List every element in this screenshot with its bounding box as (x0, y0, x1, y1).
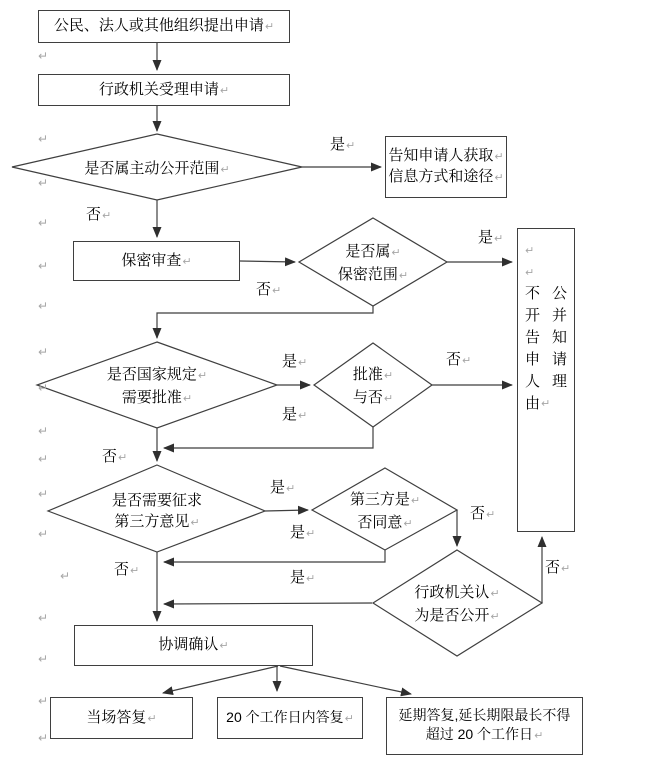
label-proactive-no: 否↵ (86, 206, 112, 223)
node-accept-label: 行政机关受理申请↵ (98, 80, 230, 98)
return-mark: ↵ (494, 151, 504, 163)
return-mark: ↵ (494, 233, 504, 245)
return-mark: ↵ (190, 517, 200, 529)
node-onspot-label: 当场答复↵ (86, 708, 157, 726)
return-mark: ↵ (118, 452, 128, 464)
paragraph-mark: ↵ (38, 731, 49, 745)
node-delay-line2: 超过 20 个工作日↵ (425, 726, 544, 742)
return-mark: ↵ (383, 393, 394, 405)
node-onspot (50, 697, 193, 739)
edge-admindecide-return (164, 603, 372, 604)
edge-thirdagree-return (164, 550, 385, 562)
label-admin-open-no: 否↵ (545, 559, 571, 576)
label-proactive-yes: 是↵ (330, 136, 356, 153)
label-approved-no: 否↵ (446, 351, 472, 368)
not-open-row: 告 知 (525, 329, 567, 346)
label-third-need-yes: 是↵ (270, 479, 296, 496)
node-accept (38, 74, 290, 106)
return-mark: ↵ (298, 357, 308, 369)
node-coordinate (74, 625, 313, 666)
edge-thirdneed-thirdagree (265, 510, 308, 511)
paragraph-mark: ↵ (38, 299, 49, 313)
edge-coordinate-delay (280, 666, 411, 694)
return-mark: ↵ (102, 210, 112, 222)
label-third-need-no: 否↵ (114, 561, 140, 578)
return-mark: ↵ (298, 410, 308, 422)
return-mark: ↵ (490, 611, 500, 623)
return-mark: ↵ (525, 245, 535, 257)
node-inform-line1: 告知申请人获取↵ (388, 147, 504, 164)
return-mark: ↵ (462, 355, 472, 367)
return-mark: ↵ (344, 713, 354, 725)
return-mark: ↵ (346, 140, 356, 152)
return-mark: ↵ (219, 640, 229, 652)
paragraph-mark: ↵ (38, 652, 49, 666)
not-open-row: 申 请 (525, 351, 567, 368)
paragraph-mark: ↵ (38, 452, 49, 466)
label-approval-need-yes: 是↵ (282, 353, 308, 370)
return-mark: ↵ (561, 563, 571, 575)
node-not-open (517, 228, 575, 532)
return-mark: ↵ (272, 285, 282, 297)
return-mark: ↵ (541, 398, 551, 410)
decision-is-secret-label (313, 241, 433, 287)
return-mark: ↵ (525, 267, 535, 279)
line: 与否↵ (352, 389, 394, 406)
node-secrecy-review (73, 241, 240, 281)
decision-need-approval-label (57, 364, 257, 410)
line: 第三方是↵ (349, 491, 421, 508)
blank-line (518, 261, 574, 283)
return-mark: ↵ (219, 84, 230, 97)
return-mark: ↵ (534, 730, 544, 742)
not-open-row: 不 公 (525, 285, 567, 302)
paragraph-mark: ↵ (38, 381, 49, 395)
node-within20-label: 20 个工作日内答复↵ (226, 709, 354, 725)
line: 是否属↵ (345, 243, 401, 260)
not-open-row: 人 理 (525, 373, 567, 390)
return-mark: ↵ (410, 495, 421, 507)
decision-third-agree-label (325, 489, 445, 535)
paragraph-mark: ↵ (38, 259, 49, 273)
edge-coordinate-onspot (163, 666, 278, 693)
return-mark: ↵ (182, 255, 192, 268)
line: 行政机关认↵ (414, 584, 500, 601)
return-mark: ↵ (490, 588, 500, 600)
decision-is-proactive-label: 是否属主动公开范围↵ (84, 160, 230, 177)
line: 保密范围↵ (337, 266, 409, 283)
return-mark: ↵ (264, 21, 275, 33)
paragraph-mark: ↵ (38, 216, 49, 230)
edge-secret-approvalneed (157, 306, 373, 338)
paragraph-mark: ↵ (38, 49, 49, 63)
node-coordinate-label: 协调确认↵ (158, 636, 229, 653)
line: 是否需要征求 (111, 492, 202, 509)
decision-admin-decide-label (377, 582, 537, 628)
return-mark: ↵ (130, 565, 140, 577)
node-inform (385, 136, 507, 198)
node-delay-line1: 延期答复,延长期限最长不得 (398, 707, 571, 723)
return-mark: ↵ (486, 509, 496, 521)
paragraph-mark: ↵ (38, 132, 49, 146)
return-mark: ↵ (383, 370, 394, 382)
decision-need-third-label (57, 490, 257, 534)
paragraph-mark: ↵ (60, 569, 71, 583)
decision-approved-label (323, 364, 423, 410)
return-mark: ↵ (494, 172, 504, 184)
return-mark: ↵ (398, 270, 409, 282)
paragraph-mark: ↵ (38, 176, 49, 190)
paragraph-mark: ↵ (38, 424, 49, 438)
line: 批准↵ (352, 366, 394, 383)
return-mark: ↵ (403, 518, 413, 530)
label-secret-no: 否↵ (256, 281, 282, 298)
paragraph-mark: ↵ (38, 527, 49, 541)
label-third-agree-yes: 是↵ (290, 524, 316, 541)
node-within20 (217, 697, 363, 739)
node-delay (386, 697, 583, 755)
return-mark: ↵ (182, 393, 193, 405)
not-open-row: 由 ↵ (518, 393, 574, 415)
node-apply (38, 10, 290, 43)
return-mark: ↵ (391, 247, 401, 259)
label-approval-need-no: 否↵ (102, 448, 128, 465)
paragraph-mark: ↵ (38, 694, 49, 708)
paragraph-mark: ↵ (38, 611, 49, 625)
line: 否同意↵ (357, 514, 413, 531)
label-admin-open-yes: 是↵ (290, 569, 316, 586)
blank-line (518, 239, 574, 261)
edge-approved-return (164, 427, 373, 448)
return-mark: ↵ (306, 573, 316, 585)
paragraph-mark: ↵ (38, 487, 49, 501)
label-secret-yes: 是↵ (478, 229, 504, 246)
node-inform-line2: 信息方式和途径↵ (388, 168, 504, 185)
return-mark: ↵ (286, 483, 296, 495)
label-approved-yes: 是↵ (282, 406, 308, 423)
line: 需要批准↵ (121, 389, 193, 406)
line: 第三方意见↵ (114, 513, 200, 530)
return-mark: ↵ (306, 528, 316, 540)
label-third-agree-no: 否↵ (470, 505, 496, 522)
edge-review-secret (240, 261, 295, 262)
return-mark: ↵ (147, 712, 157, 725)
not-open-row: 开 并 (525, 307, 567, 324)
line: 是否国家规定↵ (106, 366, 208, 383)
return-mark: ↵ (197, 370, 208, 382)
line: 为是否公开↵ (414, 607, 500, 624)
node-secrecy-review-label: 保密审查↵ (121, 251, 192, 269)
node-apply-label: 公民、法人或其他组织提出申请↵ (53, 17, 275, 34)
paragraph-mark: ↵ (38, 345, 49, 359)
return-mark: ↵ (220, 164, 230, 176)
